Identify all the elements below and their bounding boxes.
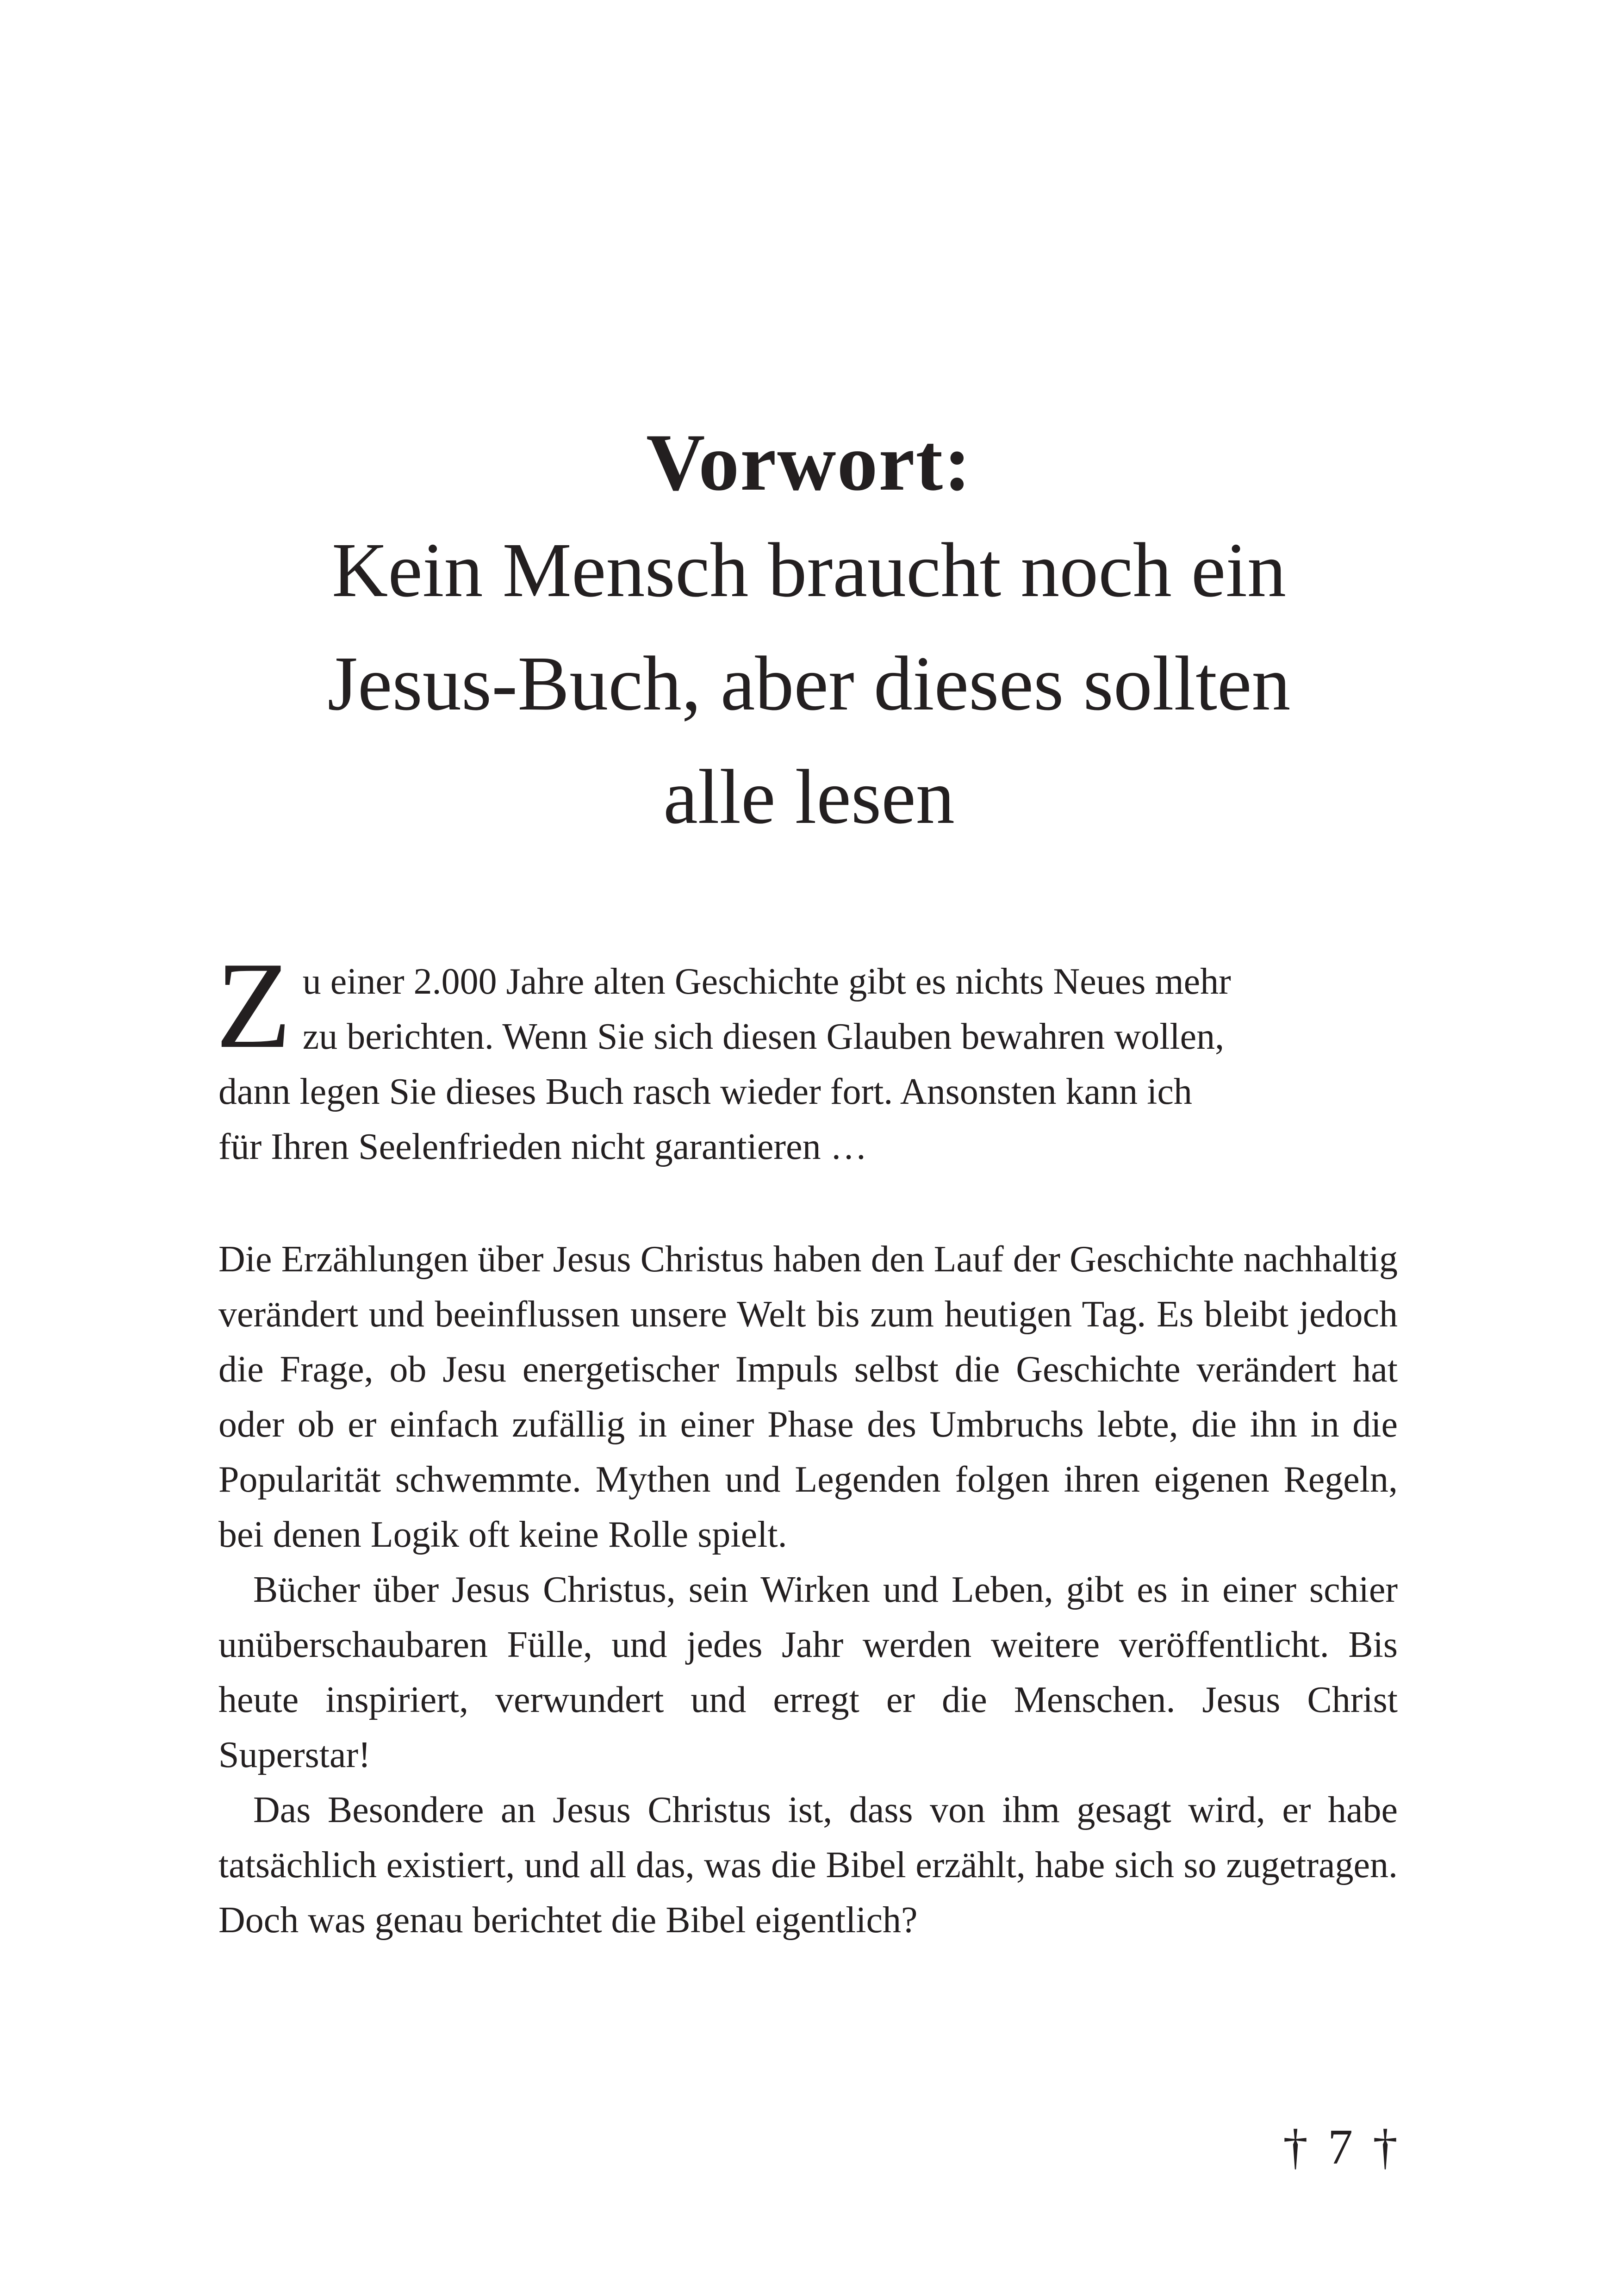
- main-text: [218, 1232, 1398, 1948]
- chapter-title-line: Kein Mensch braucht noch ein: [331, 527, 1287, 613]
- dagger-ornament: †: [1373, 2120, 1398, 2175]
- intro-line: u einer 2.000 Jahre alten Geschichte gibt es nichts Neues mehr: [302, 961, 1231, 1002]
- body-paragraph: Bücher über Jesus Christus, sein Wirken und Leben, gibt es in einer schier unüberschaubaren Fülle, und jedes Jahr werden weitere veröffentlicht. Bis heute inspiriert, verwundert und erregt er die Menschen. Jesus Christ Superstar!: [218, 1569, 1398, 1775]
- intro-line: für Ihren Seelenfrieden nicht garantieren …: [218, 1126, 867, 1167]
- body-paragraph: Das Besondere an Jesus Christus ist, dass von ihm gesagt wird, er habe tatsächlich existiert, und all das, was die Bibel erzählt, habe sich so zugetragen. Doch was genau berichtet die Bibel eigentlich?: [218, 1790, 1398, 1941]
- dagger-ornament: †: [1283, 2120, 1308, 2175]
- page-footer: [1279, 2117, 1401, 2178]
- chapter-kicker: Vorwort:: [646, 417, 972, 508]
- intro-line: dann legen Sie dieses Buch rasch wieder fort. Ansonsten kann ich: [218, 1071, 1192, 1112]
- intro-paragraph: [216, 936, 1398, 1175]
- page-number: 7: [1328, 2120, 1353, 2175]
- chapter-title-line: alle lesen: [663, 754, 955, 840]
- chapter-heading: [139, 412, 1479, 854]
- drop-cap: Z: [216, 936, 292, 1074]
- chapter-title-line: Jesus-Buch, aber dieses sollten: [327, 641, 1291, 727]
- body-paragraph: Die Erzählungen über Jesus Christus haben den Lauf der Geschichte nachhaltig verändert und beeinflussen unsere Welt bis zum heutigen Tag. Es bleibt jedoch die Frage, ob Jesu energetischer Impuls selbst die Geschichte verändert hat oder ob er einfach zufällig in einer Phase des Umbruchs lebte, die ihn in die Popularität schwemmte. Mythen und Legenden folgen ihren eigenen Regeln, bei denen Logik oft keine Rolle spielt.: [218, 1239, 1398, 1555]
- intro-line: zu berichten. Wenn Sie sich diesen Glauben bewahren wollen,: [302, 1016, 1225, 1057]
